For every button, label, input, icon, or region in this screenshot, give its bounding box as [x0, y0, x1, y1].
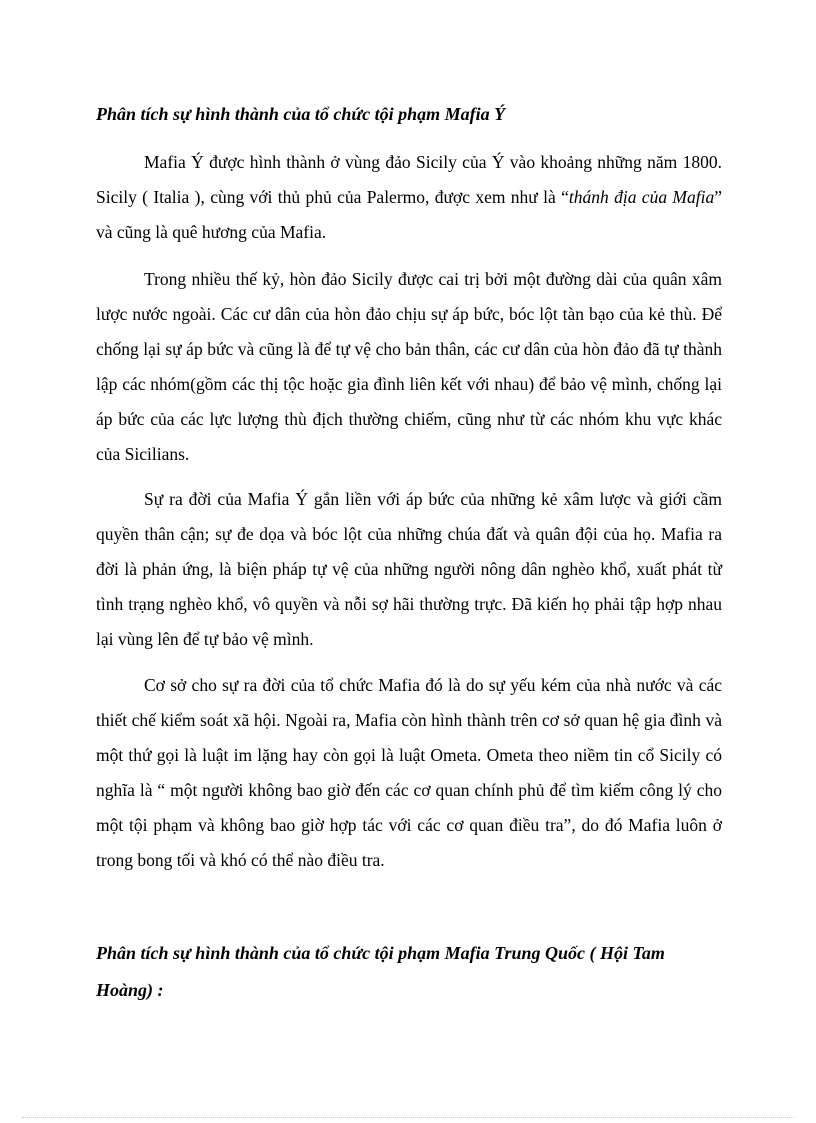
footer-divider: [22, 1117, 794, 1118]
paragraph-origin: [96, 145, 722, 250]
paragraph-origin-text-end: ” và cũng là quê hương của Mafia.: [96, 187, 722, 242]
section-heading-italian-mafia: Phân tích sự hình thành của tổ chức tội phạm Mafia Ý: [96, 104, 506, 124]
paragraph-history: Trong nhiều thế kỷ, hòn đảo Sicily được cai trị bởi một đường dài của quân xâm lược nước ngoài. Các cư dân của hòn đảo chịu sự áp bức, bóc lột tàn bạo của kẻ thù. Để chống lại sự áp bức và cũng là để tự vệ cho bản thân, các cư dân của hòn đảo đã tự thành lập các nhóm(gồm các thị tộc hoặc gia đình liên kết với nhau) để bảo vệ mình, chống lại áp bức của các lực lượng thù địch thường chiếm, cũng như từ các nhóm khu vực khác của Sicilians.: [96, 269, 722, 464]
paragraph-origin-text: Mafia Ý được hình thành ở vùng đảo Sicily của Ý vào khoảng những năm 1800. Sicily ( Italia ), cùng với thủ phủ của Palermo, được xem như là “: [96, 152, 722, 207]
paragraph-foundation: Cơ sở cho sự ra đời của tổ chức Mafia đó là do sự yếu kém của nhà nước và các thiết chế kiểm soát xã hội. Ngoài ra, Mafia còn hình thành trên cơ sở quan hệ gia đình và một thứ gọi là luật im lặng hay còn gọi là luật Ometa. Ometa theo niềm tin cổ Sicily có nghĩa là “ một người không bao giờ đến các cơ quan chính phủ để tìm kiếm công lý cho một tội phạm và không bao giờ hợp tác với các cơ quan điều tra”, do đó Mafia luôn ở trong bong tối và khó có thể nào điều tra.: [96, 675, 722, 870]
section-heading-chinese-mafia: Phân tích sự hình thành của tổ chức tội phạm Mafia Trung Quốc ( Hội Tam Hoàng) :: [96, 943, 665, 1000]
quoted-phrase: thánh địa của Mafia: [568, 187, 715, 207]
paragraph-birth: Sự ra đời của Mafia Ý gắn liền với áp bức của những kẻ xâm lược và giới cầm quyền thân cận; sự đe dọa và bóc lột của những chúa đất và quân đội của họ. Mafia ra đời là phản ứng, là biện pháp tự vệ của những người nông dân nghèo khổ, xuất phát từ tình trạng nghèo khổ, vô quyền và nỗi sợ hãi thường trực. Đã kiến họ phải tập hợp nhau lại vùng lên để tự bảo vệ mình.: [96, 489, 722, 649]
